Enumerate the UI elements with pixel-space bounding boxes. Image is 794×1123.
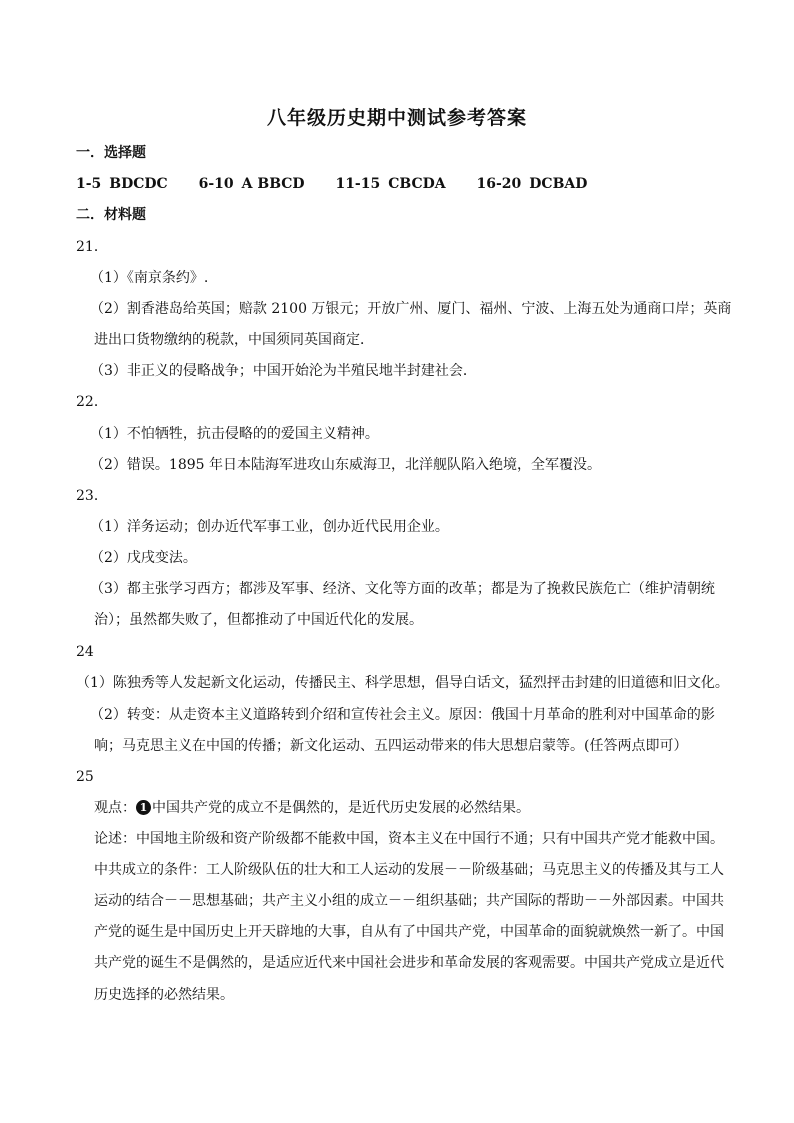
viewpoint-line [94,799,530,817]
viewpoint-label: 观点： [94,800,136,816]
section-heading-material: 二．材料题 [76,207,146,223]
answer-range: 11-15 [335,176,381,192]
answer-line: （3）非正义的侵略战争；中国开始沦为半殖民地半封建社会． [90,363,477,379]
answer-line: （1）《南京条约》. [90,270,209,286]
answer-range: 1-5 [76,176,102,192]
question-number: 23． [76,488,108,504]
answer-key: CBCDA [388,176,446,192]
choice-answers-row [76,175,613,193]
argument-line: 论述：中国地主阶级和资产阶级都不能救中国，资本主义在中国行不通；只有中国共产党才能救中国。 [94,831,724,847]
argument-line: 中共成立的条件：工人阶级队伍的壮大和工人运动的发展－－阶级基础；马克思主义的传播及其与工人 [94,862,724,878]
circled-number-icon: 1 [136,800,151,815]
answer-line: （2）戊戌变法。 [90,550,197,566]
answer-range: 6-10 [198,176,234,192]
answer-key: A BBCD [241,176,305,192]
answer-line: （2）转变：从走资本主义道路转到介绍和宣传社会主义。原因：俄国十月革命的胜利对中国革命的影 [90,707,715,723]
answer-line: （1）不怕牺牲，抗击侵略的的爱国主义精神。 [90,426,379,442]
answer-line: 治）；虽然都失败了，但都推动了中国近代化的发展。 [94,612,423,628]
question-number: 22． [76,394,108,410]
answer-range: 16-20 [476,176,522,192]
question-number: 25 [76,769,94,785]
section-heading-choice: 一．选择题 [76,145,146,161]
answer-key: DCBAD [529,176,588,192]
answer-line: （1）陈独秀等人发起新文化运动，传播民主、科学思想，倡导白话文，猛烈抨击封建的旧道德和旧文化。 [76,675,729,691]
viewpoint-text: 中国共产党的成立不是偶然的，是近代历史发展的必然结果。 [152,800,530,816]
argument-line: 历史选择的必然结果。 [94,987,234,1003]
answer-line: （2）错误。1895 年日本陆海军进攻山东威海卫，北洋舰队陷入绝境，全军覆没。 [90,457,601,473]
argument-line: 共产党的诞生不是偶然的，是适应近代来中国社会进步和革命发展的客观需要。中国共产党成立是近代 [94,955,724,971]
question-number: 24 [76,644,94,660]
answer-key: BDCDC [109,176,168,192]
answer-line: 响；马克思主义在中国的传播；新文化运动、五四运动带来的伟大思想启蒙等。(任答两点即可） [94,738,688,754]
argument-line: 运动的结合－－思想基础；共产主义小组的成立－－组织基础；共产国际的帮助－－外部因素。中国共 [94,893,724,909]
answer-line: （3）都主张学习西方；都涉及军事、经济、文化等方面的改革；都是为了挽救民族危亡（维护清朝统 [90,581,715,597]
argument-line: 产党的诞生是中国历史上开天辟地的大事，自从有了中国共产党，中国革命的面貌就焕然一新了。中国 [94,924,724,940]
answer-line: （1）洋务运动；创办近代军事工业，创办近代民用企业。 [90,519,449,535]
answer-line: 进出口货物缴纳的税款，中国须同英国商定． [94,332,374,348]
question-number: 21． [76,239,108,255]
page-title: 八年级历史期中测试参考答案 [266,107,527,129]
answer-line: （2）割香港岛给英国；赔款 2100 万银元；开放广州、厦门、福州、宁波、上海五处为通商口岸；英商 [90,301,732,317]
